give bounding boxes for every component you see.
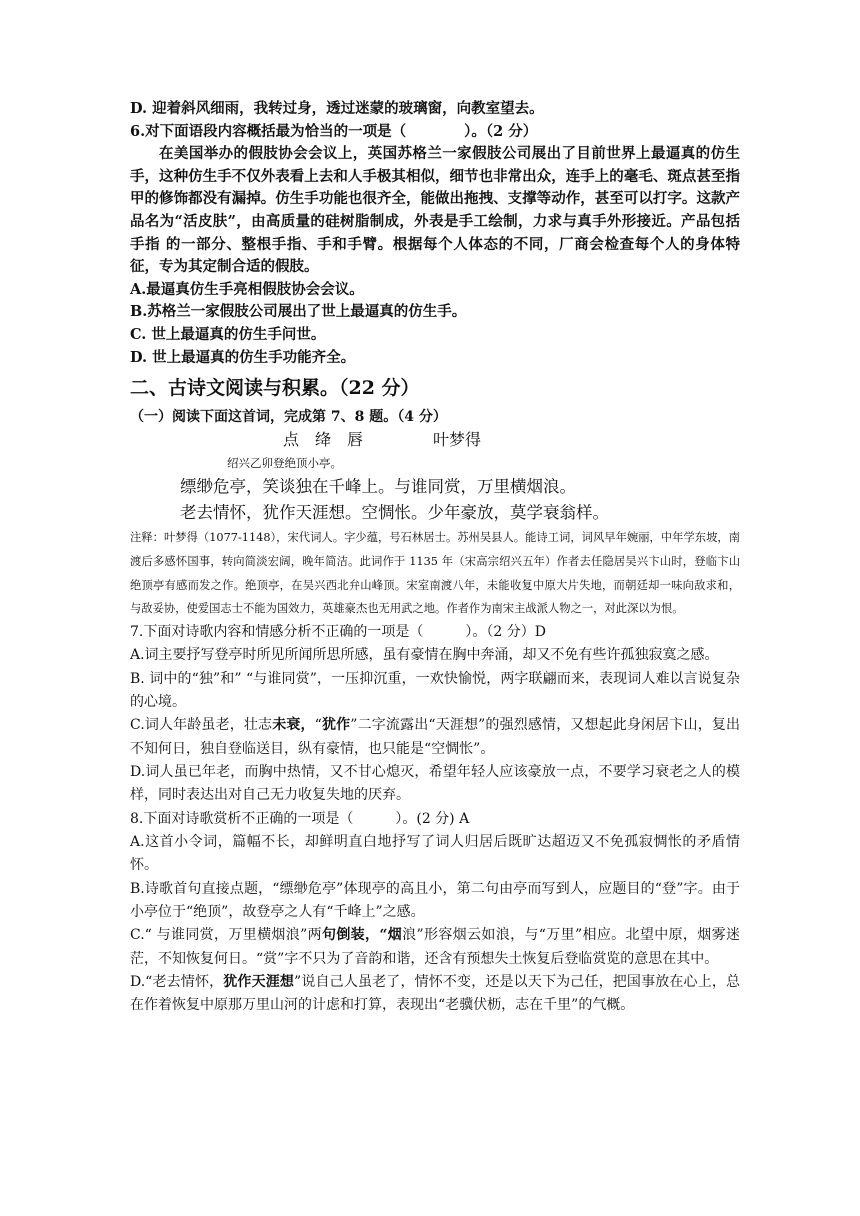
- q8-c-text-1: C.“ 与谁同赏，万里横烟浪”两: [130, 927, 322, 944]
- section-heading: 二、古诗文阅读与积累。（22 分）: [130, 377, 420, 400]
- poem-title: 点 绛 唇: [283, 430, 364, 450]
- q6-option-a: A.最逼真仿生手亮相假肢协会会议。: [130, 280, 364, 298]
- q8-options: [130, 831, 740, 1017]
- q6-option-b: B.苏格兰一家假肢公司展出了世上最逼真的仿生手。: [130, 303, 467, 321]
- q7-title: 7.下面对诗歌内容和情感分析不正确的一项是（ ）。（2 分）D: [130, 623, 546, 640]
- q7-option-c: [130, 714, 740, 761]
- poem-preface: 绍兴乙卯登绝顶小亭。: [227, 456, 342, 471]
- q8-c-text-2: 浪”形容烟云如浪，与“万里”相应。北望中原，烟雾迷茫，不知恢复何日。“赏”字不只为了音韵和谐，还含有预想失土恢复后登临赏览的意思在其中。: [130, 927, 740, 967]
- q7-c-bold-1: 未衰，: [272, 717, 315, 734]
- q8-d-bold-1: 犹作天涯想: [223, 973, 295, 990]
- q8-option-c: [130, 924, 740, 971]
- q8-option-b: B.诗歌首句直接点题，“缥缈危亭”体现亭的高且小，第二句由亭而写到人，应题目的“登”字。由于小亭位于“绝顶”，故登亭之人有“千峰上”之感。: [130, 880, 740, 920]
- poem-verse-2: 老去情怀，犹作天涯想。空惆怅。少年豪放，莫学衰翁样。: [180, 503, 609, 523]
- q8-option-a: A.这首小令词，篇幅不长，却鲜明直白地抒写了词人归居后既旷达超迈又不免孤寂惆怅的矛盾情怀。: [130, 834, 740, 874]
- q7-option-b: B. 词中的“独”和” “与谁同赏”，一压抑沉重，一欢快愉悦，两字联翩而来，表现词人难以言说复杂的心境。: [130, 670, 740, 711]
- q7-c-text-1: C.词人年龄虽老，壮志: [130, 717, 273, 734]
- q6-option-d: D. 世上最逼真的仿生手功能齐全。: [130, 348, 356, 366]
- q8-c-bold-1: 句倒装，“烟: [321, 927, 403, 944]
- q8-option-d: [130, 971, 740, 1018]
- q8-d-text-1: D.“老去情怀，: [130, 973, 224, 990]
- q7-c-text-3: ”二字流露出“天涯想”的强烈感情，又想起此身闲居卞山，复出不知何日，独自登临送目，纵有豪情，也只能是“空惆怅”。: [130, 717, 741, 757]
- poem-verse-1: 缥缈危亭，笑谈独在千峰上。与谁同赏，万里横烟浪。: [180, 477, 576, 497]
- q8-title: 8.下面对诗歌赏析不正确的一项是（ ）。(2 分) A: [130, 810, 470, 827]
- q8-d-text-2: ”说自己人虽老了，情怀不变，还是以天下为己任，把国事放在心上，总在作着恢复中原那万里山河的计虑和打算，表现出“老骥伏枥，志在千里”的气概。: [130, 973, 740, 1014]
- q7-options: [130, 644, 740, 807]
- q7-c-text-2: “: [314, 717, 322, 734]
- q6-title: 6.对下面语段内容概括最为恰当的一项是（ ）。（2 分）: [130, 122, 538, 140]
- q6-passage: 在美国举办的假肢协会会议上，英国苏格兰一家假肢公司展出了目前世界上最逼真的仿生手，这种仿生手不仅外表看上去和人手极其相似，细节也非常出众，连手上的毫毛、斑点甚至指甲的修饰都没有漏掉。仿生手功能也很齐全，能做出拖拽、支撑等动作，甚至可以打字。这款产品名为“活皮肤”，由高质量的硅树脂制成，外表是手工绘制，力求与真手外形接近。产品包括手指 的一部分、整根手指、手和手臂。根据每个人体态的不同，厂商会检查每个人的身体特征，专为其定制合适的假肢。: [130, 145, 740, 276]
- poem-title-row: [130, 428, 740, 452]
- poem-author: 叶梦得: [433, 430, 482, 450]
- q7-option-a: A.词主要抒写登亭时所见所闻所思所感，虽有豪情在胸中奔涌，却又不免有些许孤独寂寞之感。: [130, 647, 719, 664]
- q6-option-c: C. 世上最逼真的仿生手问世。: [130, 325, 326, 343]
- q7-c-bold-2: 犹作: [321, 717, 351, 734]
- exam-page: [130, 98, 740, 1017]
- q7-option-d: D.词人虽已年老，而胸中热情，又不甘心熄灭，希望年轻人应该豪放一点，不要学习衰老之人的模样，同时表达出对自己无力收复失地的厌弃。: [130, 763, 740, 804]
- subsection-heading: （一）阅读下面这首词，完成第 7、8 题。（4 分）: [130, 409, 447, 426]
- poem-note: 注释：叶梦得（1077-1148），宋代词人。字少蕴，号石林居士。苏州吴县人。能诗工词，词风早年婉丽，中年学东坡，南渡后多感怀国事，转向简淡宏阔，晚年简洁。此词作于 1135 年（宋高宗绍兴五年）作者去任隐居吴兴卞山时，登临卞山绝顶亭有感而发之作。绝顶亭，在吴兴西北弁山峰顶。宋室南渡八年，未能收复中原大片失地，而朝廷却一味向敌求和，与敌妥协，使爱国志士不能为国效力，英雄豪杰也无用武之地。作者作为南宋主战派人物之一，对此深以为恨。: [130, 531, 740, 616]
- q5-option-d: D. 迎着斜风细雨，我转过身，透过迷蒙的玻璃窗，向教室望去。: [130, 100, 544, 117]
